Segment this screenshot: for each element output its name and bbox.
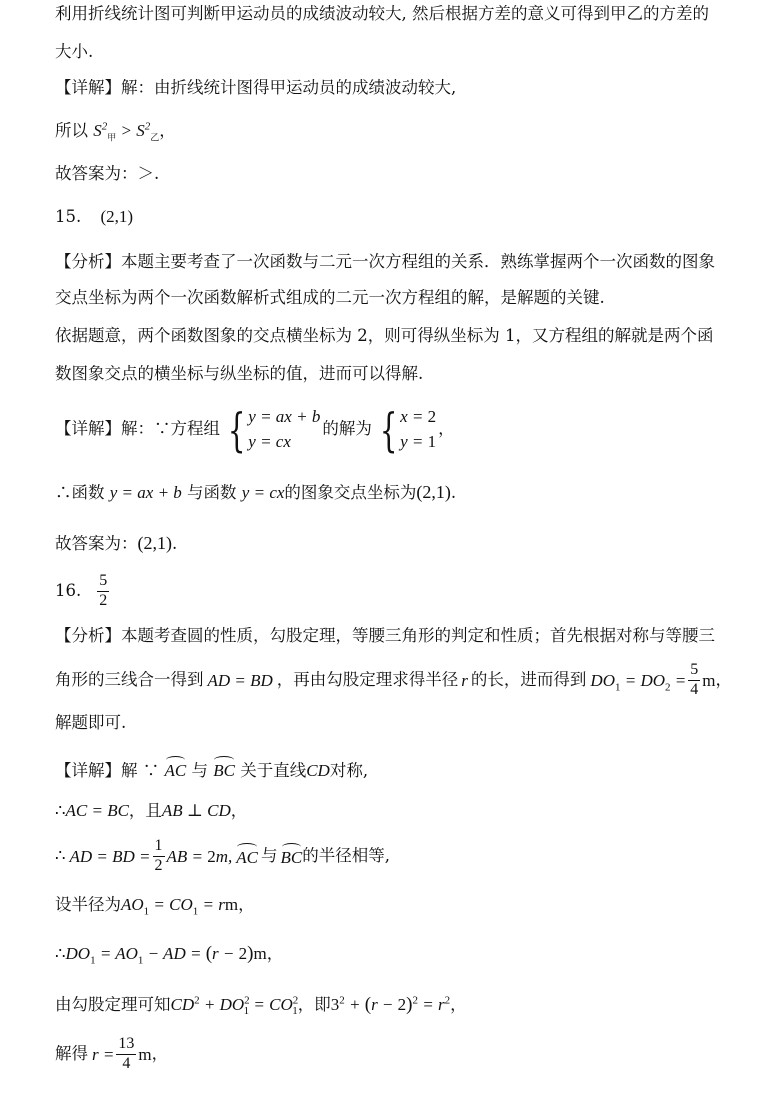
analysis-line-16-1: 【分析】本题考查圆的性质，勾股定理，等腰三角形的判定和性质；首先根据对称与等腰三: [55, 626, 715, 645]
analysis-tag: 【分析】: [55, 252, 121, 271]
analysis-line-15-1: 【分析】本题主要考查了一次函数与二元一次方程组的关系．熟练掌握两个一次函数的图象: [55, 252, 715, 271]
variance-compare-line: 所以 $S^2_甲 > S^2_乙$，: [55, 120, 176, 144]
answer-line-15: 故答案为：(2,1).: [55, 533, 178, 553]
detail-line-16-3: ∴ AD = BD = $\frac{1}{2}$ AB = 2m, AC 与 BC 的半径相等,: [55, 837, 391, 874]
detail-line-16-6: 由勾股定理可知$CD^2 + DO^2_1 = CO^2_1$，即$3^2 + (r - 2)^2 = r^2$，: [55, 994, 467, 1018]
detail-tag: 【详解】: [55, 761, 121, 780]
text-line-2: 大小.: [55, 42, 94, 61]
analysis-line-15-2: 交点坐标为两个一次函数解析式组成的二元一次方程组的解，是解题的关键.: [55, 288, 605, 307]
detail-line-15-system: 【详解】 解：∵方程组 { y = ax + b y = cx 的解为 { x = 2 y = 1 ，: [55, 402, 455, 457]
detail-line-16-5: $\therefore DO_1 = AO_1$ − AD = (r − 2)m，: [55, 943, 284, 967]
analysis-line-15-3: 依据题意，两个函数图象的交点横坐标为 2，则可得纵坐标为 1，又方程组的解就是两个函: [55, 326, 714, 345]
answer-line-14: 故答案为：＞.: [55, 164, 160, 183]
answer-16: $\frac{5}{2}$: [99, 572, 108, 609]
analysis-line-16-2: 角形的三线合一得到 AD = BD ，再由勾股定理求得半径 r 的长，进而得到 $DO_1 = DO_2$ = $\frac{5}{4}$ m ，: [55, 661, 732, 698]
variance-inequality: $S^2_甲 > S^2_乙$: [93, 120, 160, 144]
question-number-15: 15.: [55, 207, 82, 226]
question-number-16: 16.: [55, 581, 82, 601]
detail-line-15-conclusion: ∴函数 y = ax + b 与函数 y = cx的图象交点坐标为(2,1).: [55, 482, 457, 502]
analysis-line-15-4: 数图象交点的横坐标与纵坐标的值，进而可以得解.: [55, 364, 424, 383]
detail-tag: 【详解】: [55, 78, 121, 97]
detail-line-1: 【详解】解：由折线统计图得甲运动员的成绩波动较大,: [55, 78, 457, 97]
detail-line-16-2: ∴AC = BC，且AB ⊥ CD，: [55, 801, 248, 820]
question-16-header: [55, 573, 111, 610]
detail-line-16-7: 解得 r = $\frac{13}{4}$ m ，: [55, 1035, 169, 1072]
detail-line-16-1: 【详解】解 ∵ AC 与 BC 关于直线CD对称,: [55, 761, 369, 780]
answer-15: (2,1): [100, 207, 134, 226]
detail-line-16-4: 设半径为$AO_1 = CO_1$ = rm，: [55, 895, 255, 918]
equation-system: { y = ax + b y = cx: [227, 402, 321, 457]
detail-tag: 【详解】: [55, 419, 121, 439]
analysis-line-16-3: 解题即可.: [55, 713, 127, 732]
solution-system: { x = 2 y = 1: [379, 402, 437, 457]
question-15-header: [55, 208, 133, 226]
analysis-tag: 【分析】: [55, 626, 121, 645]
text-line-1: 利用折线统计图可判断甲运动员的成绩波动较大, 然后根据方差的意义可得到甲乙的方差的: [55, 4, 709, 23]
